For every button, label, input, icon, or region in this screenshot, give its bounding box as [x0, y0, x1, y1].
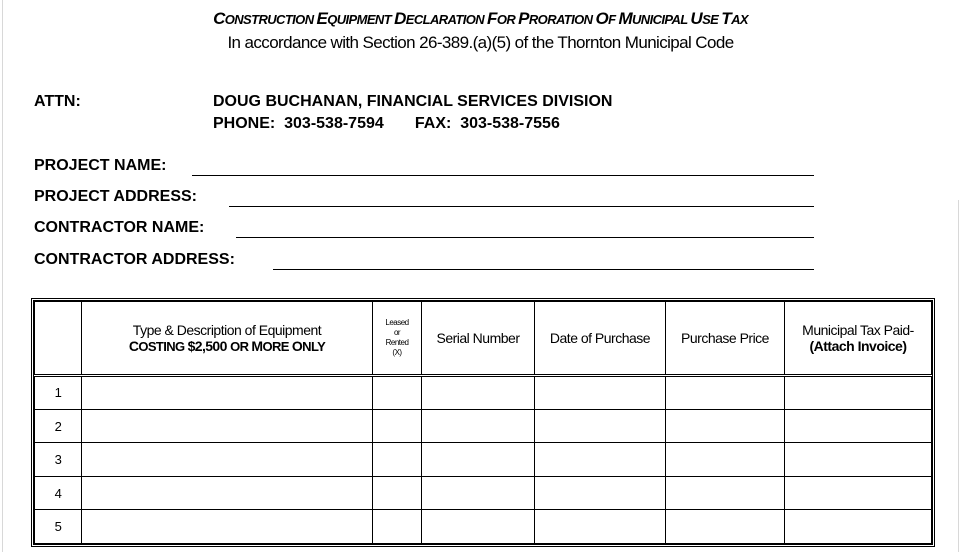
purchase-price-cell[interactable]: [666, 443, 785, 477]
page-edge: [958, 200, 959, 552]
purchase-price-cell[interactable]: [666, 376, 785, 410]
leased-rented-cell[interactable]: [373, 510, 422, 544]
form-subtitle: In accordance with Section 26-389.(a)(5) of the Thornton Municipal Code: [227, 33, 734, 52]
contact-phone-fax: PHONE: 303-538-7594 FAX: 303-538-7556: [213, 115, 560, 132]
purchase-price-cell[interactable]: [666, 409, 785, 443]
row-number: 2: [35, 409, 82, 443]
table-row: [35, 409, 932, 443]
equipment-description-cell[interactable]: [82, 376, 373, 410]
municipal-tax-paid-cell[interactable]: [785, 476, 932, 510]
equipment-table: [31, 298, 935, 547]
equipment-description-cell[interactable]: [82, 476, 373, 510]
project-address-field[interactable]: [229, 206, 814, 207]
contractor-address-label: CONTRACTOR ADDRESS:: [34, 251, 235, 268]
table-row: [35, 443, 932, 477]
serial-number-cell[interactable]: [422, 476, 535, 510]
serial-number-cell[interactable]: [422, 510, 535, 544]
project-name-field[interactable]: [192, 175, 814, 176]
header-row-number: [35, 302, 82, 376]
table-row: [35, 476, 932, 510]
header-purchase-price: Purchase Price: [666, 302, 785, 376]
municipal-tax-paid-cell[interactable]: [785, 510, 932, 544]
header-serial-number: Serial Number: [422, 302, 535, 376]
date-of-purchase-cell[interactable]: [535, 376, 666, 410]
header-municipal-tax-paid: Municipal Tax Paid- (Attach Invoice): [785, 302, 932, 376]
row-number: 5: [35, 510, 82, 544]
contractor-address-field[interactable]: [273, 269, 814, 270]
date-of-purchase-cell[interactable]: [535, 443, 666, 477]
purchase-price-cell[interactable]: [666, 476, 785, 510]
leased-rented-cell[interactable]: [373, 376, 422, 410]
leased-rented-cell[interactable]: [373, 443, 422, 477]
serial-number-cell[interactable]: [422, 443, 535, 477]
form-title: CONSTRUCTION EQUIPMENT DECLARATION FOR PRORATION OF MUNICIPAL USE TAX: [213, 9, 748, 28]
header-leased-rented: Leased or Rented (X): [373, 302, 422, 376]
date-of-purchase-cell[interactable]: [535, 476, 666, 510]
contractor-name-field[interactable]: [236, 237, 814, 238]
equipment-description-cell[interactable]: [82, 409, 373, 443]
header-equipment-type: Type & Description of Equipment COSTING $2,500 OR MORE ONLY: [82, 302, 373, 376]
table-row: [35, 510, 932, 544]
serial-number-cell[interactable]: [422, 376, 535, 410]
date-of-purchase-cell[interactable]: [535, 510, 666, 544]
municipal-tax-paid-cell[interactable]: [785, 376, 932, 410]
contact-name: DOUG BUCHANAN, FINANCIAL SERVICES DIVISION: [213, 93, 613, 110]
table-row: [35, 376, 932, 410]
municipal-tax-paid-cell[interactable]: [785, 409, 932, 443]
attn-label: ATTN:: [34, 93, 81, 110]
row-number: 4: [35, 476, 82, 510]
municipal-tax-paid-cell[interactable]: [785, 443, 932, 477]
row-number: 1: [35, 376, 82, 410]
leased-rented-cell[interactable]: [373, 409, 422, 443]
leased-rented-cell[interactable]: [373, 476, 422, 510]
equipment-description-cell[interactable]: [82, 510, 373, 544]
row-number: 3: [35, 443, 82, 477]
header-date-of-purchase: Date of Purchase: [535, 302, 666, 376]
purchase-price-cell[interactable]: [666, 510, 785, 544]
equipment-description-cell[interactable]: [82, 443, 373, 477]
project-name-label: PROJECT NAME:: [34, 157, 167, 174]
contractor-name-label: CONTRACTOR NAME:: [34, 219, 205, 236]
project-address-label: PROJECT ADDRESS:: [34, 188, 197, 205]
table-header-row: [35, 302, 932, 376]
serial-number-cell[interactable]: [422, 409, 535, 443]
page-edge: [2, 0, 3, 552]
date-of-purchase-cell[interactable]: [535, 409, 666, 443]
